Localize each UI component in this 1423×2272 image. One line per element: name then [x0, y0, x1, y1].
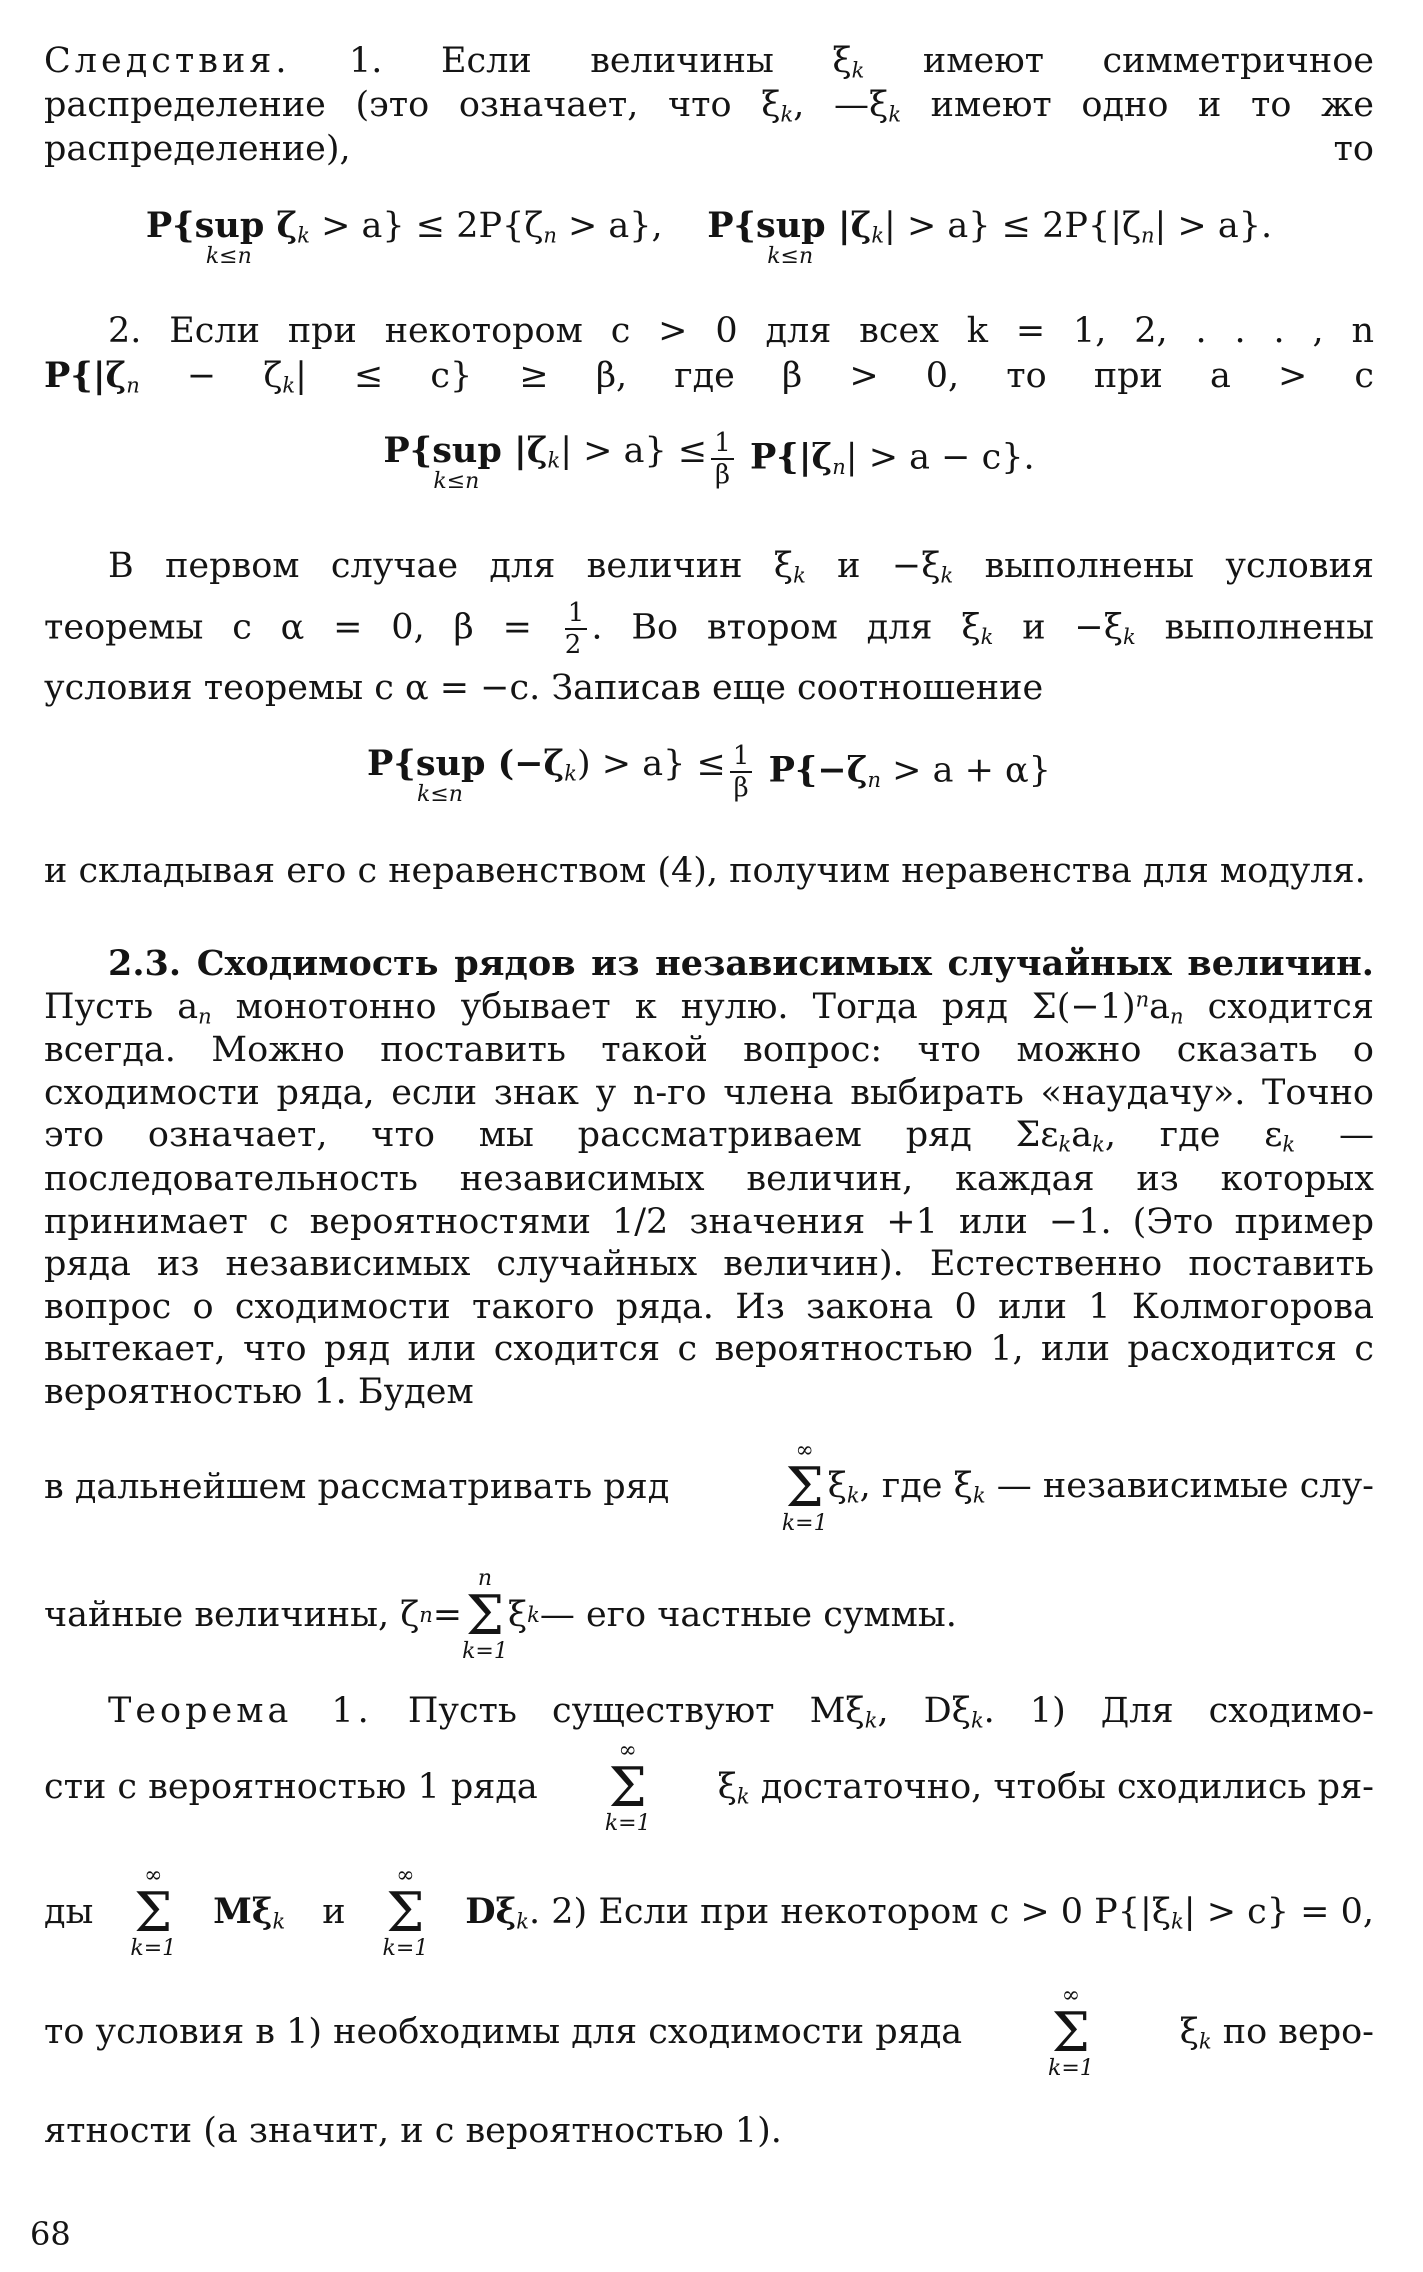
fraction-1-over-beta-2: $\frac{1}{\beta}$ [730, 743, 753, 801]
first-case-line-3: условия теоремы с α = −c. Записав еще соотношение [44, 668, 1044, 708]
modulus-paragraph: и складывая его с неравенством (4), получим неравенства для модуля. [44, 851, 1366, 891]
page-number: 68 [30, 2215, 71, 2253]
theorem-1-line-2: сти с вероятностью 1 ряда ∞ Σ k=1 $\xi_k$ достаточно, чтобы сходились ря- [44, 1738, 1374, 1837]
formula-1: P{sup $\zeta_k > a\} \le 2P\{\zeta_n > a\}$, k≤n P{sup $|\zeta_k| > a\} \le 2P\{|\zeta_n| > a\}$. k≤n [145, 205, 1273, 270]
partial-sum-operator: n Σ k=1 [462, 1566, 508, 1665]
fraction-one-half: $\frac{1}{2}$ [565, 600, 588, 658]
series-line-2: чайные величины, ζ n = n Σ k=1 ξ k — его частные суммы. [44, 1566, 957, 1665]
corollary-heading: Следствия. [44, 41, 291, 81]
section-2-3-paragraph: 2.3. Сходимость рядов из независимых случайных величин. Пусть $a_n$ монотонно убывает к нулю. Тогда ряд $\Sigma(-1)^na_n$ сходится всегда. Можно поставить такой вопрос: что можно сказать о сходимости ряда, если знак у n-го члена выбирать «наудачу». Точно это означает, что мы рассматриваем ряд $\Sigma\varepsilon_ka_k$, где $\varepsilon_k$ — последовательность независимых величин, каждая из которых принимает с вероятностями 1/2 значения +1 или −1. (Это пример ряда из независимых случайных величин). Естественно поставить вопрос о сходимости такого ряда. Из закона 0 или 1 Колмогорова вытекает, что ряд или сходится с вероятностью 1, или расходится с вероятностью 1. Будем [44, 943, 1374, 1412]
sum-operator-theorem: ∞ Σ k=1 [604, 1738, 651, 1837]
formula-3: P{sup $(-\zeta_k) > a$} ≤ k≤n $\frac{1}{\beta}$ $P\{-\zeta_n > a + \alpha\}$ [367, 741, 1051, 807]
formula-2: P{sup $|\zeta_k| > a$} ≤ k≤n $\frac{1}{\beta}$ $P\{|\zeta_n| > a - c\}$. [383, 428, 1035, 494]
sum-operator: ∞ Σ k=1 [781, 1438, 828, 1537]
theorem-heading: Теорема 1. [108, 1691, 373, 1731]
series-line-1: в дальнейшем рассматривать ряд ∞ Σ k=1 $\xi_k$, где $\xi_k$ — независимые слу- [44, 1438, 1374, 1537]
section-heading: 2.3. Сходимость рядов из независимых случайных величин. [108, 943, 1374, 984]
first-case-line-2: теоремы с α = 0, β = $\frac{1}{2}$ . Во втором для $\xi_k$ $и -\xi_k$ выполнены [44, 598, 1374, 660]
corollary-1-paragraph: Следствия. 1. Если величины $\xi_k$ имеют симметричное распределение (это означает, что $\xi_k$, $—\xi_k$ имеют одно и то же распределение), то [44, 41, 1374, 169]
theorem-1-line-3: ды ∞ Σ k=1 $M\xi_k$ и ∞ Σ k=1 $D\xi_k$. 2) Если при некотором c > 0 $P\{|\xi_k| > c\} = 0$, [44, 1863, 1374, 1962]
corollary-2-line-1: 2. Если при некотором c > 0 для всех k = 1, 2, . . . , n [108, 311, 1374, 351]
corollary-2-line-2: $P\{|\zeta_n - \zeta_k| \le c\} \ge \beta$, где β > 0, то при a > c [44, 355, 1374, 398]
sum-operator-d: ∞ Σ k=1 [382, 1863, 429, 1962]
theorem-1-line-5: ятности (а значит, и с вероятностью 1). [44, 2111, 782, 2151]
theorem-1-line-4: то условия в 1) необходимы для сходимости ряда ∞ Σ k=1 $\xi_k$ по веро- [44, 1983, 1374, 2082]
sum-operator-probability: ∞ Σ k=1 [1048, 1983, 1094, 2082]
fraction-1-over-beta: $\frac{1}{\beta}$ [711, 430, 734, 488]
theorem-1-line-1: Теорема 1. Пусть существуют $M\xi_k$, $D\xi_k$. 1) Для сходимо- [108, 1691, 1375, 1733]
first-case-line-1: В первом случае для величин $\xi_k$ $и -\xi_k$ выполнены условия [108, 546, 1374, 588]
sum-operator-m: ∞ Σ k=1 [130, 1863, 177, 1962]
